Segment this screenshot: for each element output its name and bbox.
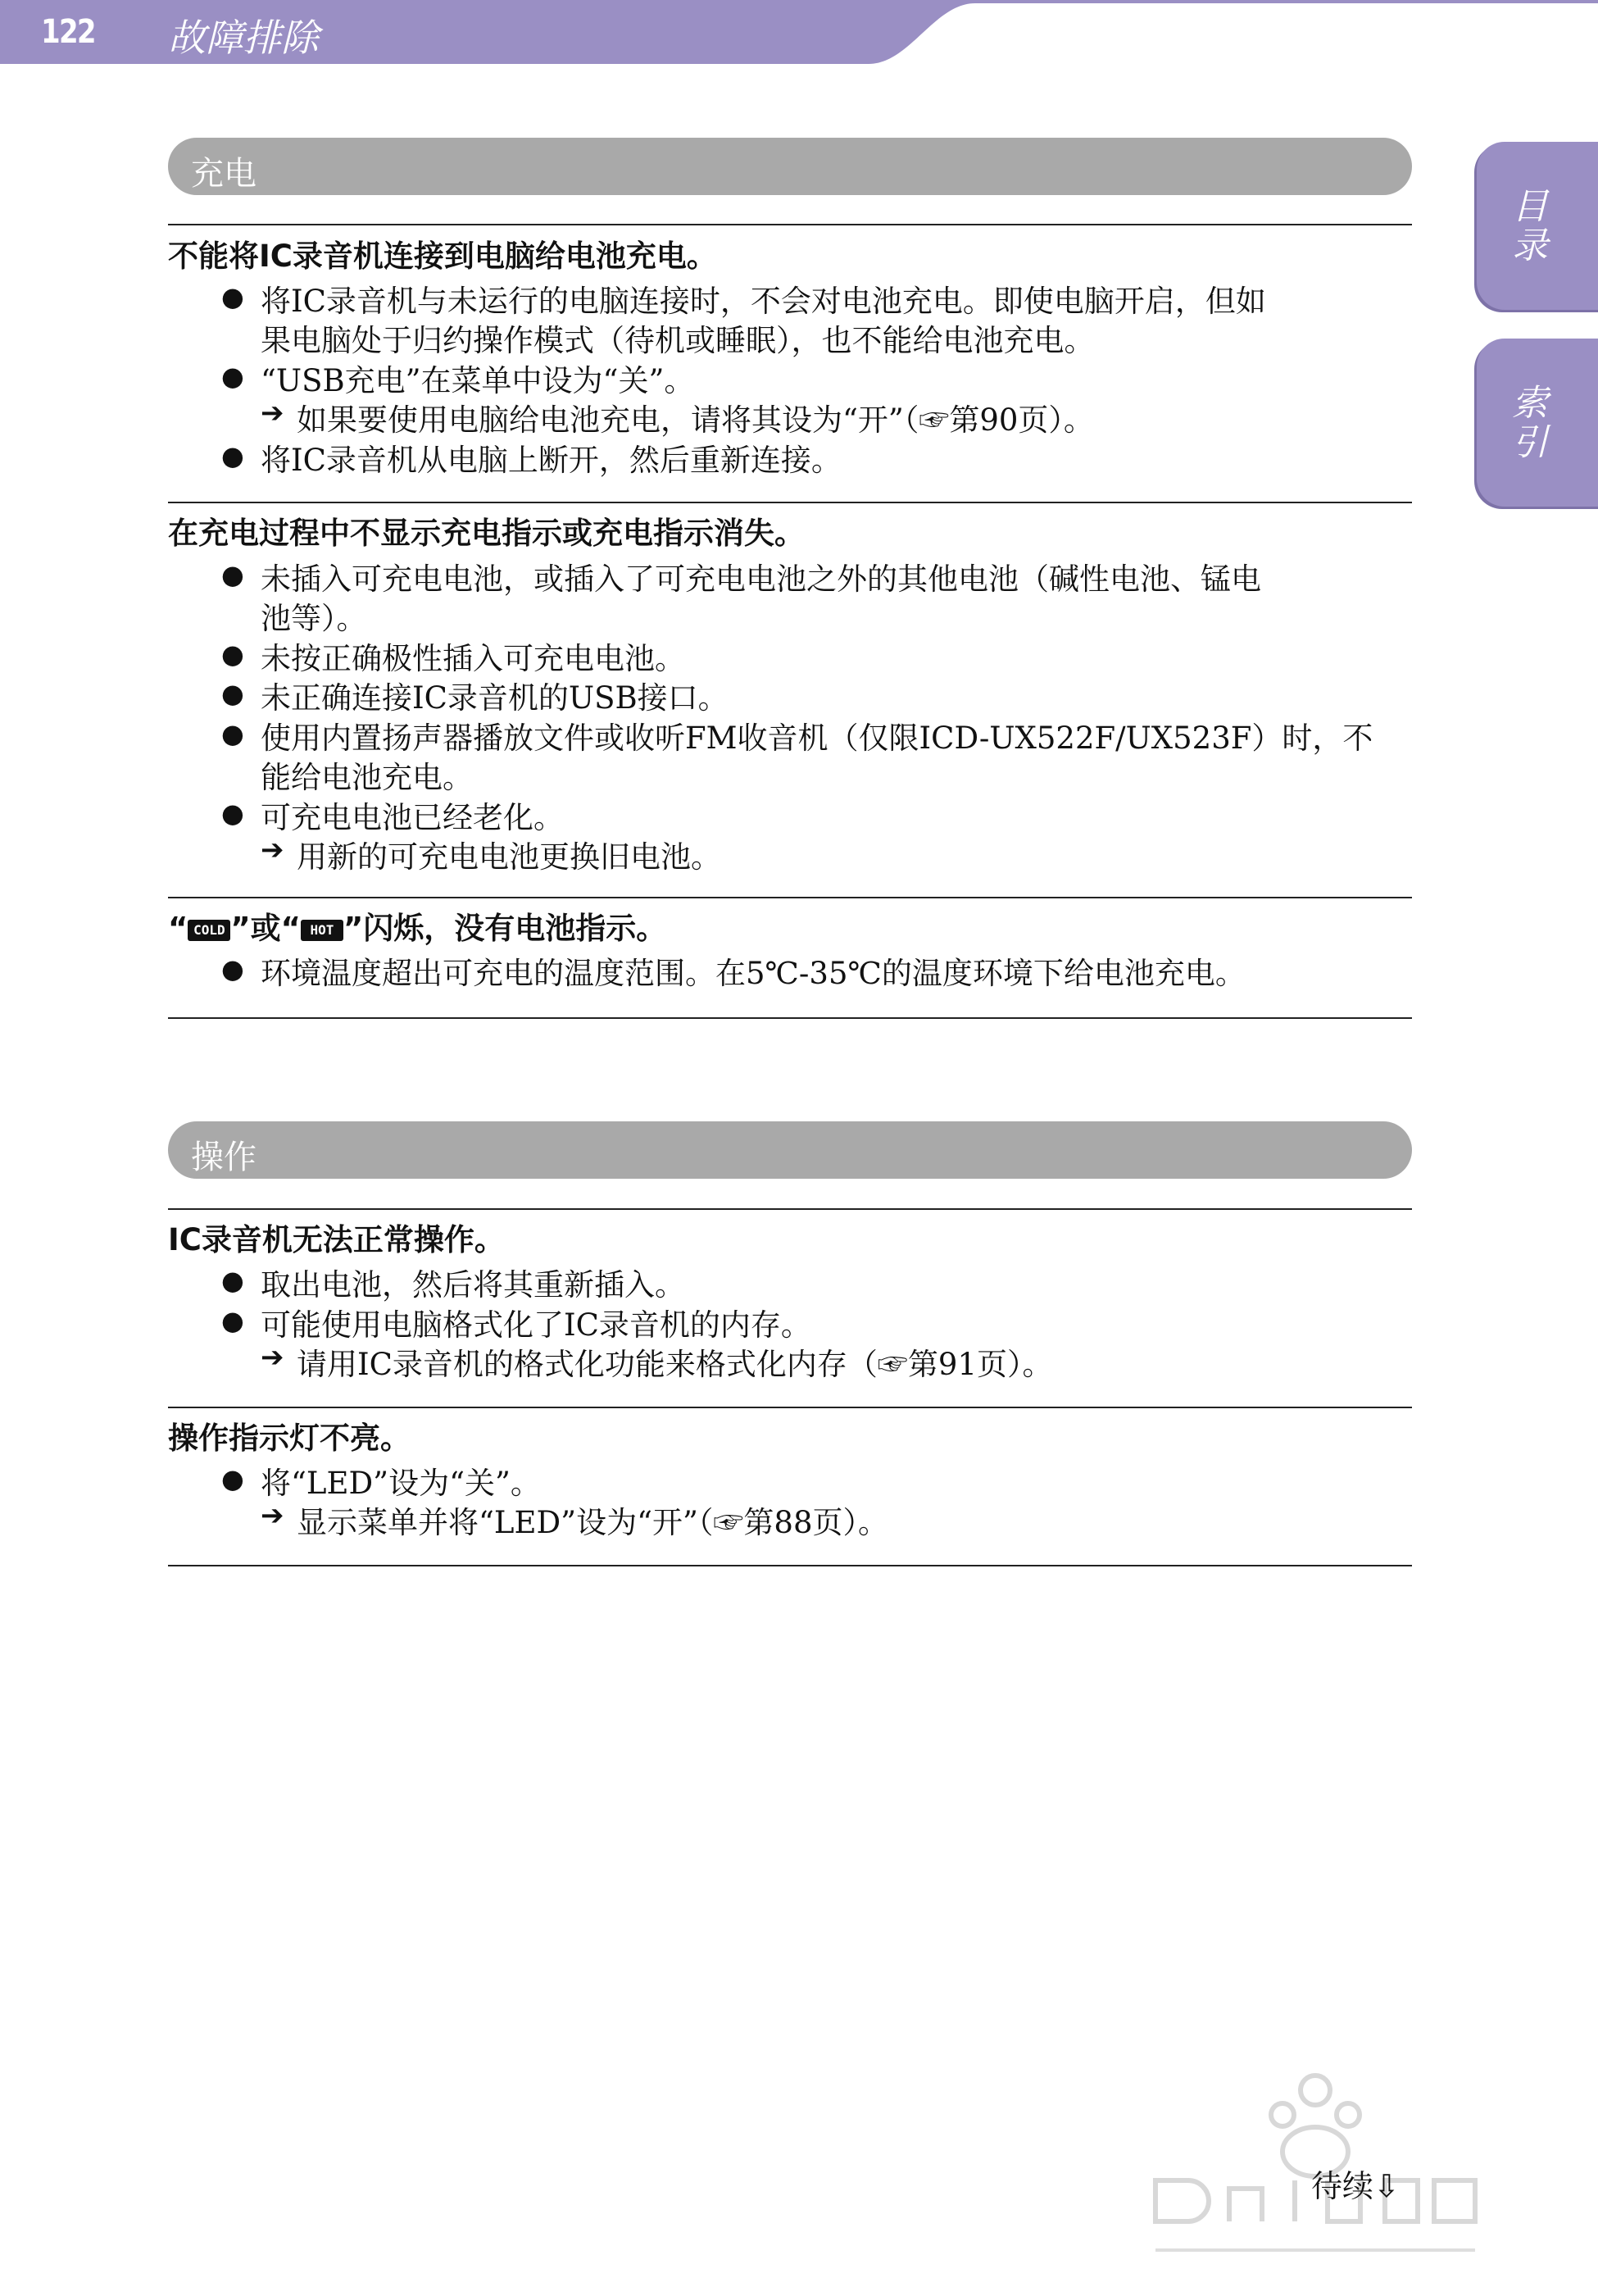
tab-index[interactable] [1477,339,1598,507]
problem-heading: IC录音机无法正常操作。 [168,1222,505,1257]
solution-text: 将IC录音机与未运行的电脑连接时，不会对电池充电。即使电脑开启，但如 [261,284,1266,319]
remedy-text: 请用IC录音机的格式化功能来格式化内存（☞第91页）。 [297,1347,1053,1382]
section-title: 充电 [191,155,256,193]
heading-text: “ [168,911,188,946]
arrow-icon: ➔ [261,1499,284,1532]
solution-text: 将“LED”设为“关”。 [261,1466,541,1501]
solution-text: 可充电电池已经老化。 [261,800,564,835]
solution-text: 能给电池充电。 [261,760,473,795]
solution-text: 使用内置扬声器播放文件或收听FM收音机（仅限ICD-UX522F/UX523F）时，不 [261,721,1373,756]
bullet-icon: ● [221,678,244,709]
bullet-icon: ● [221,1305,244,1336]
bullet-icon: ● [221,1463,244,1494]
section-header-charging [168,138,1412,195]
hot-indicator-icon: HOT [301,920,343,941]
section-header-operation [168,1121,1412,1179]
solution-text: 取出电池，然后将其重新插入。 [261,1267,685,1303]
divider [168,502,1412,503]
problem-heading: 不能将IC录音机连接到电脑给电池充电。 [168,239,717,274]
heading-text: ”闪烁，没有电池指示。 [343,911,667,946]
heading-text: ”或“ [230,911,301,946]
page-number: 122 [41,13,95,51]
bullet-icon: ● [221,1265,244,1296]
arrow-icon: ➔ [261,834,284,866]
bullet-icon: ● [221,361,244,392]
solution-text: 池等）。 [261,601,367,636]
remedy-text: 用新的可充电电池更换旧电池。 [297,839,721,875]
problem-heading: 在充电过程中不显示充电指示或充电指示消失。 [168,516,805,551]
tab-contents[interactable] [1477,142,1598,310]
solution-text: 未按正确极性插入可充电电池。 [261,641,685,676]
continued-indicator[interactable]: 待续⇩ [1311,2168,1400,2204]
problem-heading [168,903,666,948]
divider [168,1017,1412,1019]
divider [168,897,1412,898]
bullet-icon: ● [221,281,244,312]
bullet-icon: ● [221,798,244,829]
remedy-text: 显示菜单并将“LED”设为“开”（☞第88页）。 [297,1505,888,1540]
solution-text: 环境温度超出可充电的温度范围。在5℃-35℃的温度环境下给电池充电。 [261,956,1246,991]
solution-text: 将IC录音机从电脑上断开，然后重新连接。 [261,443,842,478]
problem-heading: 操作指示灯不亮。 [168,1421,411,1456]
page-header [0,0,1598,66]
solution-text: 果电脑处于归约操作模式（待机或睡眠），也不能给电池充电。 [261,323,1095,358]
divider [168,1565,1412,1566]
bullet-icon: ● [221,639,244,670]
tab-index-label: 索引 [1505,383,1547,462]
remedy-text: 如果要使用电脑给电池充电，请将其设为“开”（☞第90页）。 [297,402,1094,438]
bullet-icon: ● [221,559,244,590]
arrow-icon: ➔ [261,397,284,430]
solution-text: 未正确连接IC录音机的USB接口。 [261,680,729,716]
section-title: 操作 [191,1139,256,1176]
divider [168,1208,1412,1210]
header-section-title: 故障排除 [168,16,319,60]
tab-contents-label: 目录 [1505,186,1547,266]
bullet-icon: ● [221,440,244,471]
arrow-icon: ➔ [261,1341,284,1374]
divider [168,224,1412,225]
solution-text: 可能使用电脑格式化了IC录音机的内存。 [261,1307,811,1343]
divider [168,1407,1412,1408]
bullet-icon: ● [221,953,244,984]
cold-indicator-icon: COLD [188,920,230,941]
solution-text: 未插入可充电电池，或插入了可充电电池之外的其他电池（碱性电池、锰电 [261,561,1261,597]
bullet-icon: ● [221,718,244,749]
solution-text: “USB充电”在菜单中设为“关”。 [261,363,695,398]
